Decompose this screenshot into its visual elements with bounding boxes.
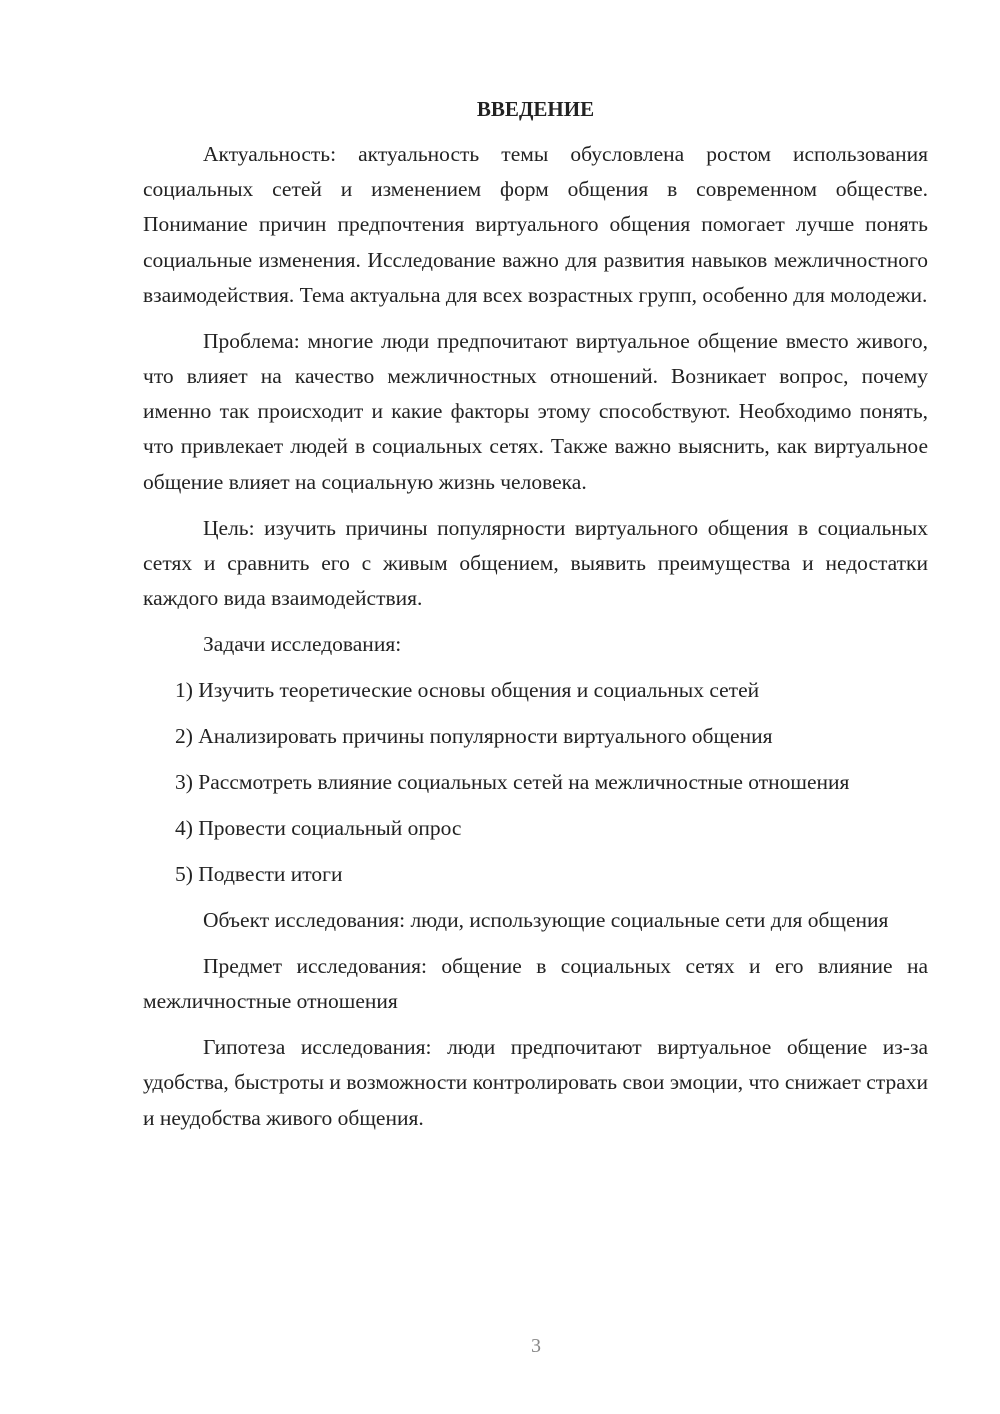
subject-paragraph: Предмет исследования: общение в социальных сетях и его влияние на межличностные отношения	[143, 954, 928, 1014]
problem-paragraph: Проблема: многие люди предпочитают виртуальное общение вместо живого, что влияет на качество межличностных отношений. Возникает вопрос, почему именно так происходит и какие факторы этому способствуют. Необходимо понять, что привлекает людей в социальных сетях. Также важно выяснить, как виртуальное общение влияет на социальную жизнь человека.	[143, 328, 928, 494]
goal-paragraph: Цель: изучить причины популярности виртуального общения в социальных сетях и сравнить его с живым общением, выявить преимущества и недостатки каждого вида взаимодействия.	[143, 515, 928, 611]
task-item: 5) Подвести итоги	[175, 862, 343, 887]
task-item: 4) Провести социальный опрос	[175, 816, 462, 841]
page-content	[143, 92, 928, 1147]
page-title: ВВЕДЕНИЕ	[476, 97, 595, 121]
relevance-paragraph: Актуальность: актуальность темы обусловлена ростом использования социальных сетей и изменением форм общения в современном обществе. Понимание причин предпочтения виртуального общения помогает лучше понять социальные изменения. Исследование важно для развития навыков межличностного взаимодействия. Тема актуальна для всех возрастных групп, особенно для молодежи.	[143, 142, 928, 307]
task-item: 2) Анализировать причины популярности виртуального общения	[175, 724, 773, 749]
object-paragraph: Объект исследования: люди, использующие социальные сети для общения	[203, 908, 889, 933]
page-number: 3	[531, 1335, 541, 1357]
task-item: 3) Рассмотреть влияние социальных сетей на межличностные отношения	[175, 770, 850, 795]
tasks-heading: Задачи исследования:	[203, 632, 402, 657]
hypothesis-paragraph: Гипотеза исследования: люди предпочитают виртуальное общение из-за удобства, быстроты и возможности контролировать свои эмоции, что снижает страхи и неудобства живого общения.	[143, 1035, 928, 1130]
task-item: 1) Изучить теоретические основы общения и социальных сетей	[175, 678, 760, 703]
